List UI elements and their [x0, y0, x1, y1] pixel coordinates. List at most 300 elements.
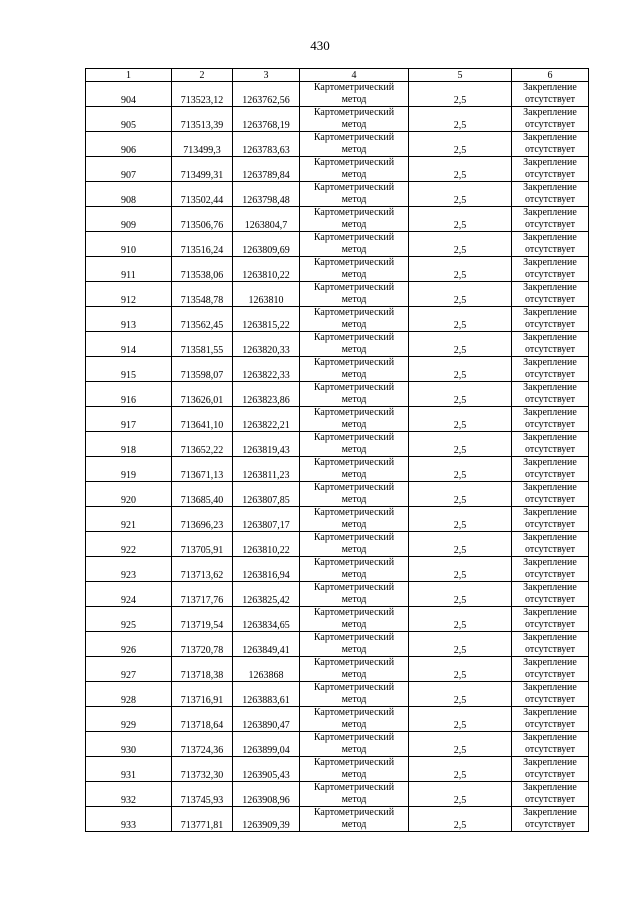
point-number-cell-text: 920: [121, 494, 136, 506]
fixation-cell: [512, 457, 589, 482]
y-coordinate-cell: [233, 782, 300, 807]
fixation-cell-text: отсутствует: [524, 468, 576, 480]
method-cell-text: метод: [341, 143, 367, 155]
accuracy-cell-text: 2,5: [453, 94, 467, 106]
method-cell: [300, 807, 409, 832]
accuracy-cell: [409, 207, 512, 232]
y-coordinate-cell: [233, 357, 300, 382]
point-number-cell-text: 916: [121, 394, 136, 406]
accuracy-cell-text: 2,5: [453, 319, 467, 331]
table-row: [86, 582, 589, 607]
y-coordinate-cell: [233, 82, 300, 107]
fixation-cell-text: отсутствует: [524, 268, 576, 280]
x-coordinate-cell: [172, 207, 233, 232]
x-coordinate-cell-text: 713719,54: [180, 619, 224, 631]
method-cell-text: Картометрический: [313, 182, 395, 193]
table-row: [86, 782, 589, 807]
fixation-cell-text: отсутствует: [524, 793, 576, 805]
accuracy-cell-text: 2,5: [453, 744, 467, 756]
method-cell-text: метод: [341, 318, 367, 330]
accuracy-cell: [409, 132, 512, 157]
x-coordinate-cell-text: 713598,07: [180, 369, 224, 381]
accuracy-cell: [409, 732, 512, 757]
y-coordinate-cell-text: 1263768,19: [242, 119, 290, 131]
column-header: 5: [409, 69, 512, 82]
x-coordinate-cell-text: 713513,39: [180, 119, 224, 131]
y-coordinate-cell-text: 1263815,22: [242, 319, 290, 331]
y-coordinate-cell: [233, 807, 300, 832]
fixation-cell: [512, 157, 589, 182]
x-coordinate-cell: [172, 707, 233, 732]
point-number-cell: [86, 482, 172, 507]
fixation-cell: [512, 132, 589, 157]
method-cell: [300, 732, 409, 757]
column-header: 3: [233, 69, 300, 82]
method-cell-text: метод: [341, 443, 367, 455]
y-coordinate-cell-text: 1263809,69: [242, 244, 290, 256]
x-coordinate-cell-text: 713696,23: [180, 519, 224, 531]
table-row: [86, 432, 589, 457]
y-coordinate-cell-text: 1263868: [248, 669, 284, 681]
method-cell-text: Картометрический: [313, 507, 395, 518]
point-number-cell-text: 912: [121, 294, 136, 306]
method-cell: [300, 307, 409, 332]
point-number-cell: [86, 732, 172, 757]
y-coordinate-cell: [233, 632, 300, 657]
point-number-cell-text: 923: [121, 569, 136, 581]
point-number-cell-text: 918: [121, 444, 136, 456]
point-number-cell: [86, 232, 172, 257]
accuracy-cell: [409, 307, 512, 332]
method-cell-text: метод: [341, 543, 367, 555]
x-coordinate-cell-text: 713716,91: [180, 694, 224, 706]
method-cell-text: Картометрический: [313, 757, 395, 768]
fixation-cell-text: отсутствует: [524, 568, 576, 580]
accuracy-cell-text: 2,5: [453, 619, 467, 631]
point-number-cell-text: 922: [121, 544, 136, 556]
method-cell-text: метод: [341, 718, 367, 730]
y-coordinate-cell-text: 1263899,04: [242, 744, 290, 756]
point-number-cell-text: 931: [121, 769, 136, 781]
method-cell: [300, 382, 409, 407]
table-row: [86, 457, 589, 482]
x-coordinate-cell: [172, 257, 233, 282]
fixation-cell-text: отсутствует: [524, 493, 576, 505]
method-cell-text: Картометрический: [313, 482, 395, 493]
point-number-cell: [86, 557, 172, 582]
x-coordinate-cell: [172, 132, 233, 157]
point-number-cell-text: 911: [121, 269, 136, 281]
y-coordinate-cell-text: 1263890,47: [242, 719, 290, 731]
accuracy-cell: [409, 682, 512, 707]
method-cell-text: Картометрический: [313, 432, 395, 443]
fixation-cell: [512, 207, 589, 232]
accuracy-cell-text: 2,5: [453, 694, 467, 706]
method-cell-text: метод: [341, 493, 367, 505]
fixation-cell-text: Закрепление: [523, 757, 577, 768]
method-cell: [300, 257, 409, 282]
accuracy-cell-text: 2,5: [453, 244, 467, 256]
fixation-cell: [512, 507, 589, 532]
accuracy-cell: [409, 332, 512, 357]
table-row: [86, 257, 589, 282]
point-number-cell: [86, 807, 172, 832]
accuracy-cell: [409, 607, 512, 632]
fixation-cell-text: отсутствует: [524, 93, 576, 105]
method-cell-text: метод: [341, 643, 367, 655]
x-coordinate-cell: [172, 332, 233, 357]
x-coordinate-cell-text: 713626,01: [180, 394, 224, 406]
x-coordinate-cell-text: 713713,62: [180, 569, 224, 581]
method-cell-text: метод: [341, 468, 367, 480]
fixation-cell: [512, 682, 589, 707]
page-number: 430: [310, 38, 330, 53]
fixation-cell-text: отсутствует: [524, 593, 576, 605]
accuracy-cell-text: 2,5: [453, 569, 467, 581]
table-row: [86, 282, 589, 307]
fixation-cell: [512, 307, 589, 332]
fixation-cell-text: Закрепление: [523, 607, 577, 618]
fixation-cell: [512, 657, 589, 682]
accuracy-cell-text: 2,5: [453, 169, 467, 181]
accuracy-cell: [409, 457, 512, 482]
point-number-cell-text: 907: [121, 169, 136, 181]
fixation-cell-text: Закрепление: [523, 282, 577, 293]
accuracy-cell: [409, 807, 512, 832]
accuracy-cell: [409, 432, 512, 457]
point-number-cell: [86, 507, 172, 532]
method-cell-text: Картометрический: [313, 732, 395, 743]
y-coordinate-cell: [233, 407, 300, 432]
method-cell: [300, 782, 409, 807]
fixation-cell-text: Закрепление: [523, 457, 577, 468]
method-cell: [300, 482, 409, 507]
accuracy-cell-text: 2,5: [453, 769, 467, 781]
x-coordinate-cell: [172, 82, 233, 107]
x-coordinate-cell-text: 713724,36: [180, 744, 224, 756]
method-cell-text: Картометрический: [313, 307, 395, 318]
method-cell-text: метод: [341, 743, 367, 755]
table-row: [86, 732, 589, 757]
y-coordinate-cell-text: 1263834,65: [242, 619, 290, 631]
fixation-cell-text: Закрепление: [523, 307, 577, 318]
y-coordinate-cell: [233, 307, 300, 332]
y-coordinate-cell-text: 1263825,42: [242, 594, 290, 606]
point-number-cell: [86, 682, 172, 707]
table-row: [86, 682, 589, 707]
method-cell-text: метод: [341, 118, 367, 130]
accuracy-cell-text: 2,5: [453, 494, 467, 506]
table-body: [86, 82, 589, 832]
accuracy-cell-text: 2,5: [453, 344, 467, 356]
table-row: [86, 632, 589, 657]
fixation-cell-text: Закрепление: [523, 557, 577, 568]
y-coordinate-cell: [233, 132, 300, 157]
y-coordinate-cell: [233, 457, 300, 482]
method-cell-text: метод: [341, 793, 367, 805]
y-coordinate-cell-text: 1263807,85: [242, 494, 290, 506]
point-number-cell-text: 913: [121, 319, 136, 331]
accuracy-cell: [409, 232, 512, 257]
y-coordinate-cell-text: 1263822,33: [242, 369, 290, 381]
fixation-cell-text: отсутствует: [524, 343, 576, 355]
x-coordinate-cell: [172, 507, 233, 532]
method-cell-text: метод: [341, 393, 367, 405]
column-header: 6: [512, 69, 589, 82]
x-coordinate-cell-text: 713718,38: [180, 669, 224, 681]
method-cell-text: Картометрический: [313, 82, 395, 93]
method-cell: [300, 557, 409, 582]
table-row: [86, 507, 589, 532]
y-coordinate-cell: [233, 107, 300, 132]
method-cell-text: Картометрический: [313, 207, 395, 218]
x-coordinate-cell-text: 713718,64: [180, 719, 224, 731]
point-number-cell: [86, 132, 172, 157]
y-coordinate-cell-text: 1263810,22: [242, 544, 290, 556]
y-coordinate-cell: [233, 207, 300, 232]
x-coordinate-cell-text: 713523,12: [180, 94, 224, 106]
x-coordinate-cell: [172, 657, 233, 682]
fixation-cell-text: отсутствует: [524, 743, 576, 755]
method-cell-text: метод: [341, 218, 367, 230]
method-cell-text: Картометрический: [313, 332, 395, 343]
method-cell-text: метод: [341, 818, 367, 830]
accuracy-cell: [409, 482, 512, 507]
x-coordinate-cell: [172, 682, 233, 707]
accuracy-cell: [409, 757, 512, 782]
point-number-cell: [86, 207, 172, 232]
fixation-cell-text: Закрепление: [523, 82, 577, 93]
accuracy-cell-text: 2,5: [453, 644, 467, 656]
method-cell: [300, 107, 409, 132]
point-number-cell-text: 914: [121, 344, 136, 356]
x-coordinate-cell: [172, 757, 233, 782]
x-coordinate-cell: [172, 307, 233, 332]
point-number-cell: [86, 432, 172, 457]
fixation-cell-text: Закрепление: [523, 632, 577, 643]
x-coordinate-cell-text: 713671,13: [180, 469, 224, 481]
method-cell-text: метод: [341, 193, 367, 205]
table-row: [86, 382, 589, 407]
y-coordinate-cell-text: 1263908,96: [242, 794, 290, 806]
fixation-cell-text: Закрепление: [523, 357, 577, 368]
accuracy-cell-text: 2,5: [453, 444, 467, 456]
x-coordinate-cell-text: 713516,24: [180, 244, 224, 256]
point-number-cell-text: 921: [121, 519, 136, 531]
method-cell: [300, 232, 409, 257]
point-number-cell-text: 928: [121, 694, 136, 706]
fixation-cell-text: Закрепление: [523, 432, 577, 443]
accuracy-cell-text: 2,5: [453, 469, 467, 481]
point-number-cell-text: 904: [121, 94, 136, 106]
point-number-cell: [86, 257, 172, 282]
table-row: [86, 157, 589, 182]
method-cell-text: Картометрический: [313, 282, 395, 293]
accuracy-cell: [409, 532, 512, 557]
x-coordinate-cell-text: 713771,81: [180, 819, 224, 831]
fixation-cell-text: отсутствует: [524, 168, 576, 180]
method-cell-text: Картометрический: [313, 782, 395, 793]
point-number-cell: [86, 157, 172, 182]
point-number-cell: [86, 182, 172, 207]
x-coordinate-cell-text: 713548,78: [180, 294, 224, 306]
method-cell-text: Картометрический: [313, 682, 395, 693]
x-coordinate-cell-text: 713538,06: [180, 269, 224, 281]
x-coordinate-cell-text: 713562,45: [180, 319, 224, 331]
fixation-cell: [512, 757, 589, 782]
method-cell: [300, 357, 409, 382]
fixation-cell: [512, 782, 589, 807]
fixation-cell-text: отсутствует: [524, 543, 576, 555]
y-coordinate-cell-text: 1263909,39: [242, 819, 290, 831]
accuracy-cell: [409, 407, 512, 432]
fixation-cell-text: отсутствует: [524, 293, 576, 305]
accuracy-cell-text: 2,5: [453, 369, 467, 381]
accuracy-cell: [409, 632, 512, 657]
table-row: [86, 607, 589, 632]
table-row: [86, 107, 589, 132]
point-number-cell: [86, 307, 172, 332]
accuracy-cell: [409, 157, 512, 182]
table-row: [86, 357, 589, 382]
fixation-cell: [512, 432, 589, 457]
table-row: [86, 332, 589, 357]
accuracy-cell: [409, 582, 512, 607]
fixation-cell: [512, 107, 589, 132]
fixation-cell-text: Закрепление: [523, 182, 577, 193]
column-header: 4: [300, 69, 409, 82]
table-header-row: [86, 69, 589, 82]
method-cell-text: Картометрический: [313, 357, 395, 368]
fixation-cell-text: отсутствует: [524, 193, 576, 205]
x-coordinate-cell: [172, 157, 233, 182]
method-cell-text: метод: [341, 618, 367, 630]
accuracy-cell-text: 2,5: [453, 794, 467, 806]
fixation-cell: [512, 257, 589, 282]
accuracy-cell-text: 2,5: [453, 419, 467, 431]
y-coordinate-cell-text: 1263823,86: [242, 394, 290, 406]
fixation-cell: [512, 282, 589, 307]
point-number-cell: [86, 357, 172, 382]
method-cell-text: Картометрический: [313, 557, 395, 568]
y-coordinate-cell: [233, 707, 300, 732]
method-cell: [300, 432, 409, 457]
fixation-cell: [512, 732, 589, 757]
table-row: [86, 132, 589, 157]
accuracy-cell: [409, 507, 512, 532]
y-coordinate-cell-text: 1263789,84: [242, 169, 290, 181]
x-coordinate-cell: [172, 107, 233, 132]
table-row: [86, 707, 589, 732]
y-coordinate-cell-text: 1263804,7: [244, 219, 288, 231]
column-header: 2: [172, 69, 233, 82]
fixation-cell: [512, 557, 589, 582]
fixation-cell-text: отсутствует: [524, 618, 576, 630]
fixation-cell-text: Закрепление: [523, 382, 577, 393]
accuracy-cell-text: 2,5: [453, 594, 467, 606]
table-row: [86, 557, 589, 582]
method-cell: [300, 682, 409, 707]
method-cell-text: Картометрический: [313, 632, 395, 643]
method-cell-text: Картометрический: [313, 257, 395, 268]
method-cell: [300, 282, 409, 307]
fixation-cell-text: Закрепление: [523, 782, 577, 793]
accuracy-cell-text: 2,5: [453, 544, 467, 556]
method-cell-text: Картометрический: [313, 232, 395, 243]
fixation-cell-text: отсутствует: [524, 668, 576, 680]
fixation-cell-text: Закрепление: [523, 132, 577, 143]
x-coordinate-cell: [172, 457, 233, 482]
fixation-cell-text: отсутствует: [524, 143, 576, 155]
y-coordinate-cell: [233, 482, 300, 507]
point-number-cell-text: 915: [121, 369, 136, 381]
table-row: [86, 532, 589, 557]
method-cell-text: метод: [341, 268, 367, 280]
y-coordinate-cell-text: 1263819,43: [242, 444, 290, 456]
accuracy-cell-text: 2,5: [453, 294, 467, 306]
method-cell-text: метод: [341, 768, 367, 780]
method-cell: [300, 182, 409, 207]
x-coordinate-cell-text: 713641,10: [180, 419, 224, 431]
method-cell: [300, 82, 409, 107]
fixation-cell: [512, 807, 589, 832]
method-cell: [300, 457, 409, 482]
accuracy-cell-text: 2,5: [453, 119, 467, 131]
x-coordinate-cell: [172, 532, 233, 557]
y-coordinate-cell-text: 1263762,56: [242, 94, 290, 106]
y-coordinate-cell-text: 1263811,23: [242, 469, 290, 481]
accuracy-cell: [409, 282, 512, 307]
x-coordinate-cell: [172, 482, 233, 507]
point-number-cell-text: 924: [121, 594, 136, 606]
y-coordinate-cell: [233, 732, 300, 757]
fixation-cell-text: Закрепление: [523, 482, 577, 493]
x-coordinate-cell: [172, 582, 233, 607]
point-number-cell: [86, 332, 172, 357]
accuracy-cell-text: 2,5: [453, 144, 467, 156]
fixation-cell: [512, 407, 589, 432]
x-coordinate-cell-text: 713717,76: [180, 594, 224, 606]
accuracy-cell: [409, 657, 512, 682]
y-coordinate-cell: [233, 582, 300, 607]
accuracy-cell: [409, 782, 512, 807]
y-coordinate-cell: [233, 332, 300, 357]
point-number-cell-text: 917: [121, 419, 136, 431]
fixation-cell-text: отсутствует: [524, 643, 576, 655]
coordinates-table: [85, 68, 589, 832]
method-cell-text: метод: [341, 343, 367, 355]
point-number-cell: [86, 82, 172, 107]
x-coordinate-cell: [172, 232, 233, 257]
fixation-cell-text: Закрепление: [523, 707, 577, 718]
x-coordinate-cell: [172, 182, 233, 207]
fixation-cell-text: отсутствует: [524, 693, 576, 705]
method-cell: [300, 207, 409, 232]
x-coordinate-cell-text: 713732,30: [180, 769, 224, 781]
method-cell-text: метод: [341, 418, 367, 430]
point-number-cell: [86, 757, 172, 782]
accuracy-cell: [409, 707, 512, 732]
fixation-cell: [512, 707, 589, 732]
method-cell-text: Картометрический: [313, 382, 395, 393]
y-coordinate-cell: [233, 757, 300, 782]
y-coordinate-cell: [233, 232, 300, 257]
accuracy-cell: [409, 107, 512, 132]
accuracy-cell-text: 2,5: [453, 194, 467, 206]
x-coordinate-cell: [172, 607, 233, 632]
method-cell-text: Картометрический: [313, 157, 395, 168]
fixation-cell-text: отсутствует: [524, 393, 576, 405]
